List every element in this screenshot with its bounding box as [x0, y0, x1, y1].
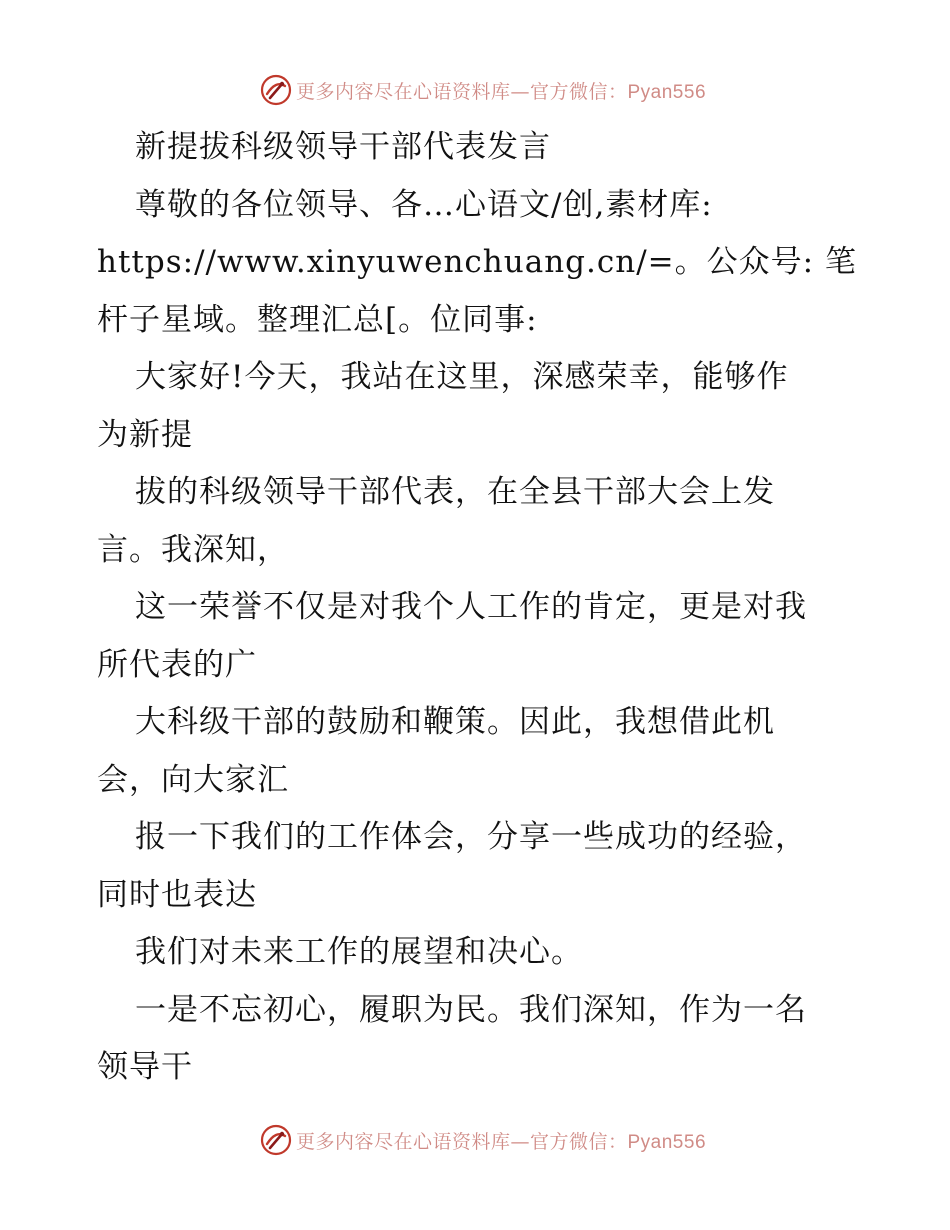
watermark-text: 更多内容尽在心语资料库—官方微信：Pyan556 [295, 80, 707, 103]
text-line: https://www.xinyuwenchuang.cn/=。公众号: 笔 [97, 244, 857, 280]
footer-watermark-group [260, 1124, 706, 1156]
text-line: 这一荣誉不仅是对我个人工作的肯定，更是对我 [135, 589, 807, 625]
seal-logo-icon [260, 74, 292, 106]
text-line: 所代表的广 [97, 646, 257, 683]
text-line: 言。我深知， [97, 531, 289, 568]
text-line: 杆子星域。整理汇总[。位同事: [97, 301, 538, 338]
footer-watermark [0, 1120, 950, 1160]
text-line: 新提拔科级领导干部代表发言 [135, 129, 551, 165]
watermark-text: 更多内容尽在心语资料库—官方微信：Pyan556 [295, 1130, 707, 1153]
header-watermark-group [260, 74, 706, 106]
text-line: 大家好!今天，我站在这里，深感荣幸，能够作 [135, 359, 789, 395]
seal-logo-icon [260, 1124, 292, 1156]
document-body [97, 119, 857, 1097]
text-line: 同时也表达 [97, 876, 257, 913]
text-line: 会，向大家汇 [97, 761, 289, 798]
header-watermark [0, 70, 950, 110]
text-line: 为新提 [97, 416, 193, 453]
text-line: 尊敬的各位领导、各…心语文/创,素材库: [135, 186, 713, 223]
text-line: 一是不忘初心，履职为民。我们深知，作为一名 [135, 991, 807, 1028]
text-line: 领导干 [97, 1049, 193, 1085]
text-line: 大科级干部的鼓励和鞭策。因此，我想借此机 [135, 704, 775, 740]
text-line: 我们对未来工作的展望和决心。 [135, 934, 583, 970]
text-line: 报一下我们的工作体会，分享一些成功的经验， [135, 819, 807, 855]
text-line: 拔的科级领导干部代表，在全县干部大会上发 [135, 474, 775, 510]
